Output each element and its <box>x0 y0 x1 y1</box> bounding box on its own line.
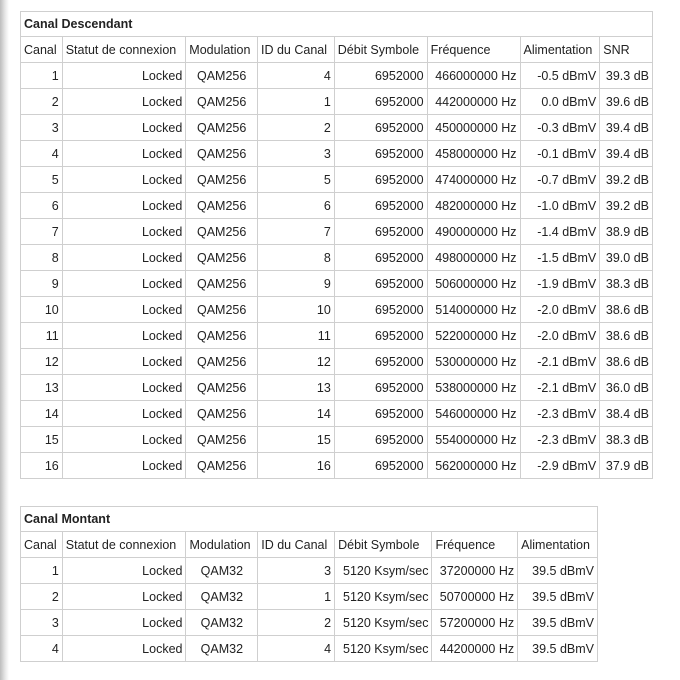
downstream-cell-channel-id: 12 <box>257 349 334 375</box>
downstream-cell-snr: 39.3 dB <box>600 63 653 89</box>
upstream-cell-channel: 3 <box>21 610 63 636</box>
downstream-cell-channel-id: 16 <box>257 453 334 479</box>
downstream-cell-snr: 38.6 dB <box>600 349 653 375</box>
upstream-cell-channel: 4 <box>21 636 63 662</box>
table-row <box>21 427 653 453</box>
downstream-cell-frequency: 538000000 Hz <box>427 375 520 401</box>
downstream-cell-channel: 11 <box>21 323 63 349</box>
downstream-cell-snr: 39.2 dB <box>600 193 653 219</box>
downstream-cell-symbol-rate: 6952000 <box>334 141 427 167</box>
upstream-cell-connection-status: Locked <box>62 610 186 636</box>
downstream-cell-snr: 38.3 dB <box>600 271 653 297</box>
downstream-cell-power: -2.0 dBmV <box>520 323 600 349</box>
downstream-header-modulation: Modulation <box>186 37 258 63</box>
downstream-cell-channel: 1 <box>21 63 63 89</box>
downstream-cell-connection-status: Locked <box>62 427 186 453</box>
upstream-cell-channel-id: 3 <box>258 558 335 584</box>
downstream-cell-channel: 3 <box>21 115 63 141</box>
downstream-cell-symbol-rate: 6952000 <box>334 245 427 271</box>
downstream-header-snr: SNR <box>600 37 653 63</box>
table-row <box>21 271 653 297</box>
upstream-cell-symbol-rate: 5120 Ksym/sec <box>335 610 432 636</box>
downstream-cell-frequency: 514000000 Hz <box>427 297 520 323</box>
upstream-cell-connection-status: Locked <box>62 636 186 662</box>
table-row <box>21 349 653 375</box>
downstream-cell-symbol-rate: 6952000 <box>334 193 427 219</box>
downstream-cell-symbol-rate: 6952000 <box>334 349 427 375</box>
page-edge-shadow <box>0 0 9 680</box>
downstream-cell-symbol-rate: 6952000 <box>334 167 427 193</box>
downstream-cell-channel: 2 <box>21 89 63 115</box>
downstream-cell-channel-id: 5 <box>257 167 334 193</box>
downstream-cell-channel: 8 <box>21 245 63 271</box>
downstream-cell-symbol-rate: 6952000 <box>334 89 427 115</box>
upstream-title: Canal Montant <box>21 507 598 532</box>
downstream-cell-modulation: QAM256 <box>186 193 258 219</box>
upstream-cell-modulation: QAM32 <box>186 636 258 662</box>
downstream-cell-channel-id: 3 <box>257 141 334 167</box>
downstream-cell-power: -0.7 dBmV <box>520 167 600 193</box>
downstream-cell-symbol-rate: 6952000 <box>334 271 427 297</box>
downstream-cell-symbol-rate: 6952000 <box>334 219 427 245</box>
downstream-cell-snr: 38.6 dB <box>600 323 653 349</box>
downstream-cell-power: 0.0 dBmV <box>520 89 600 115</box>
downstream-cell-modulation: QAM256 <box>186 453 258 479</box>
downstream-header-channel: Canal <box>21 37 63 63</box>
downstream-cell-frequency: 562000000 Hz <box>427 453 520 479</box>
downstream-cell-frequency: 554000000 Hz <box>427 427 520 453</box>
downstream-cell-power: -1.9 dBmV <box>520 271 600 297</box>
table-row <box>21 584 598 610</box>
upstream-cell-frequency: 44200000 Hz <box>432 636 518 662</box>
downstream-cell-frequency: 474000000 Hz <box>427 167 520 193</box>
downstream-cell-symbol-rate: 6952000 <box>334 427 427 453</box>
downstream-cell-frequency: 522000000 Hz <box>427 323 520 349</box>
downstream-cell-symbol-rate: 6952000 <box>334 323 427 349</box>
downstream-header-power: Alimentation <box>520 37 600 63</box>
upstream-cell-symbol-rate: 5120 Ksym/sec <box>335 584 432 610</box>
upstream-header-channel: Canal <box>21 532 63 558</box>
table-row <box>21 219 653 245</box>
upstream-cell-symbol-rate: 5120 Ksym/sec <box>335 558 432 584</box>
downstream-cell-power: -2.1 dBmV <box>520 349 600 375</box>
upstream-cell-modulation: QAM32 <box>186 558 258 584</box>
downstream-cell-symbol-rate: 6952000 <box>334 401 427 427</box>
downstream-cell-modulation: QAM256 <box>186 245 258 271</box>
downstream-cell-snr: 38.6 dB <box>600 297 653 323</box>
downstream-cell-channel-id: 11 <box>257 323 334 349</box>
upstream-cell-channel-id: 1 <box>258 584 335 610</box>
downstream-cell-channel: 9 <box>21 271 63 297</box>
downstream-cell-connection-status: Locked <box>62 141 186 167</box>
downstream-cell-snr: 37.9 dB <box>600 453 653 479</box>
table-row <box>21 297 653 323</box>
downstream-cell-power: -0.1 dBmV <box>520 141 600 167</box>
upstream-cell-power: 39.5 dBmV <box>518 584 598 610</box>
downstream-cell-modulation: QAM256 <box>186 167 258 193</box>
downstream-cell-channel-id: 13 <box>257 375 334 401</box>
downstream-cell-power: -1.0 dBmV <box>520 193 600 219</box>
upstream-cell-frequency: 57200000 Hz <box>432 610 518 636</box>
downstream-cell-power: -2.3 dBmV <box>520 401 600 427</box>
downstream-cell-symbol-rate: 6952000 <box>334 375 427 401</box>
downstream-cell-snr: 39.4 dB <box>600 141 653 167</box>
downstream-cell-connection-status: Locked <box>62 167 186 193</box>
downstream-cell-snr: 38.3 dB <box>600 427 653 453</box>
downstream-cell-snr: 39.2 dB <box>600 167 653 193</box>
downstream-cell-frequency: 442000000 Hz <box>427 89 520 115</box>
downstream-header-symbol-rate: Débit Symbole <box>334 37 427 63</box>
downstream-cell-connection-status: Locked <box>62 349 186 375</box>
downstream-cell-symbol-rate: 6952000 <box>334 115 427 141</box>
downstream-cell-connection-status: Locked <box>62 245 186 271</box>
downstream-cell-channel-id: 7 <box>257 219 334 245</box>
downstream-cell-modulation: QAM256 <box>186 141 258 167</box>
downstream-header-row <box>21 37 653 63</box>
downstream-cell-frequency: 482000000 Hz <box>427 193 520 219</box>
downstream-cell-snr: 38.4 dB <box>600 401 653 427</box>
table-row <box>21 636 598 662</box>
downstream-cell-channel-id: 4 <box>257 63 334 89</box>
downstream-cell-channel: 15 <box>21 427 63 453</box>
upstream-title-row <box>21 507 598 532</box>
downstream-cell-channel-id: 6 <box>257 193 334 219</box>
downstream-cell-channel: 6 <box>21 193 63 219</box>
downstream-cell-frequency: 490000000 Hz <box>427 219 520 245</box>
downstream-cell-modulation: QAM256 <box>186 271 258 297</box>
table-row <box>21 610 598 636</box>
downstream-header-frequency: Fréquence <box>427 37 520 63</box>
downstream-cell-power: -1.4 dBmV <box>520 219 600 245</box>
downstream-cell-modulation: QAM256 <box>186 63 258 89</box>
downstream-cell-channel-id: 1 <box>257 89 334 115</box>
downstream-cell-channel: 5 <box>21 167 63 193</box>
downstream-cell-power: -2.9 dBmV <box>520 453 600 479</box>
table-row <box>21 453 653 479</box>
downstream-cell-channel: 12 <box>21 349 63 375</box>
downstream-cell-power: -2.1 dBmV <box>520 375 600 401</box>
downstream-cell-power: -0.3 dBmV <box>520 115 600 141</box>
upstream-header-frequency: Fréquence <box>432 532 518 558</box>
table-row <box>21 193 653 219</box>
downstream-cell-connection-status: Locked <box>62 219 186 245</box>
downstream-cell-connection-status: Locked <box>62 63 186 89</box>
downstream-cell-frequency: 506000000 Hz <box>427 271 520 297</box>
downstream-cell-channel-id: 14 <box>257 401 334 427</box>
downstream-cell-connection-status: Locked <box>62 115 186 141</box>
upstream-header-modulation: Modulation <box>186 532 258 558</box>
downstream-cell-frequency: 466000000 Hz <box>427 63 520 89</box>
table-row <box>21 141 653 167</box>
upstream-cell-power: 39.5 dBmV <box>518 610 598 636</box>
table-row <box>21 323 653 349</box>
downstream-cell-channel: 7 <box>21 219 63 245</box>
downstream-cell-connection-status: Locked <box>62 193 186 219</box>
upstream-cell-connection-status: Locked <box>62 558 186 584</box>
downstream-header-connection-status: Statut de connexion <box>62 37 186 63</box>
downstream-cell-snr: 38.9 dB <box>600 219 653 245</box>
upstream-table <box>20 506 598 662</box>
downstream-cell-channel: 13 <box>21 375 63 401</box>
downstream-cell-connection-status: Locked <box>62 453 186 479</box>
upstream-header-row <box>21 532 598 558</box>
downstream-cell-channel: 16 <box>21 453 63 479</box>
downstream-cell-modulation: QAM256 <box>186 349 258 375</box>
upstream-cell-frequency: 50700000 Hz <box>432 584 518 610</box>
upstream-cell-channel-id: 2 <box>258 610 335 636</box>
upstream-header-symbol-rate: Débit Symbole <box>335 532 432 558</box>
table-row <box>21 375 653 401</box>
downstream-cell-connection-status: Locked <box>62 271 186 297</box>
downstream-cell-connection-status: Locked <box>62 401 186 427</box>
downstream-cell-connection-status: Locked <box>62 297 186 323</box>
downstream-cell-connection-status: Locked <box>62 375 186 401</box>
table-row <box>21 245 653 271</box>
table-row <box>21 167 653 193</box>
downstream-table <box>20 11 653 479</box>
downstream-cell-power: -2.0 dBmV <box>520 297 600 323</box>
downstream-cell-frequency: 450000000 Hz <box>427 115 520 141</box>
downstream-cell-connection-status: Locked <box>62 89 186 115</box>
downstream-cell-power: -0.5 dBmV <box>520 63 600 89</box>
upstream-header-channel-id: ID du Canal <box>258 532 335 558</box>
downstream-cell-modulation: QAM256 <box>186 115 258 141</box>
downstream-title-row <box>21 12 653 37</box>
downstream-title: Canal Descendant <box>21 12 653 37</box>
downstream-cell-modulation: QAM256 <box>186 427 258 453</box>
downstream-cell-symbol-rate: 6952000 <box>334 297 427 323</box>
downstream-cell-snr: 36.0 dB <box>600 375 653 401</box>
downstream-cell-modulation: QAM256 <box>186 89 258 115</box>
downstream-cell-modulation: QAM256 <box>186 401 258 427</box>
upstream-cell-symbol-rate: 5120 Ksym/sec <box>335 636 432 662</box>
downstream-cell-symbol-rate: 6952000 <box>334 453 427 479</box>
upstream-cell-channel-id: 4 <box>258 636 335 662</box>
downstream-cell-modulation: QAM256 <box>186 323 258 349</box>
downstream-cell-channel: 14 <box>21 401 63 427</box>
downstream-cell-snr: 39.0 dB <box>600 245 653 271</box>
downstream-cell-frequency: 546000000 Hz <box>427 401 520 427</box>
table-row <box>21 89 653 115</box>
downstream-cell-frequency: 530000000 Hz <box>427 349 520 375</box>
downstream-cell-power: -1.5 dBmV <box>520 245 600 271</box>
upstream-cell-modulation: QAM32 <box>186 610 258 636</box>
upstream-header-connection-status: Statut de connexion <box>62 532 186 558</box>
upstream-cell-power: 39.5 dBmV <box>518 558 598 584</box>
downstream-cell-frequency: 458000000 Hz <box>427 141 520 167</box>
downstream-cell-power: -2.3 dBmV <box>520 427 600 453</box>
downstream-cell-modulation: QAM256 <box>186 297 258 323</box>
upstream-cell-connection-status: Locked <box>62 584 186 610</box>
upstream-header-power: Alimentation <box>518 532 598 558</box>
upstream-cell-channel: 1 <box>21 558 63 584</box>
table-row <box>21 63 653 89</box>
downstream-cell-symbol-rate: 6952000 <box>334 63 427 89</box>
downstream-cell-channel: 4 <box>21 141 63 167</box>
downstream-cell-channel: 10 <box>21 297 63 323</box>
downstream-cell-modulation: QAM256 <box>186 219 258 245</box>
upstream-cell-frequency: 37200000 Hz <box>432 558 518 584</box>
downstream-header-channel-id: ID du Canal <box>257 37 334 63</box>
downstream-cell-channel-id: 9 <box>257 271 334 297</box>
downstream-cell-frequency: 498000000 Hz <box>427 245 520 271</box>
table-row <box>21 115 653 141</box>
downstream-cell-channel-id: 2 <box>257 115 334 141</box>
upstream-cell-channel: 2 <box>21 584 63 610</box>
upstream-cell-power: 39.5 dBmV <box>518 636 598 662</box>
downstream-cell-snr: 39.4 dB <box>600 115 653 141</box>
upstream-cell-modulation: QAM32 <box>186 584 258 610</box>
downstream-cell-connection-status: Locked <box>62 323 186 349</box>
table-row <box>21 558 598 584</box>
downstream-cell-modulation: QAM256 <box>186 375 258 401</box>
downstream-cell-channel-id: 15 <box>257 427 334 453</box>
downstream-cell-channel-id: 10 <box>257 297 334 323</box>
downstream-cell-channel-id: 8 <box>257 245 334 271</box>
table-row <box>21 401 653 427</box>
downstream-cell-snr: 39.6 dB <box>600 89 653 115</box>
